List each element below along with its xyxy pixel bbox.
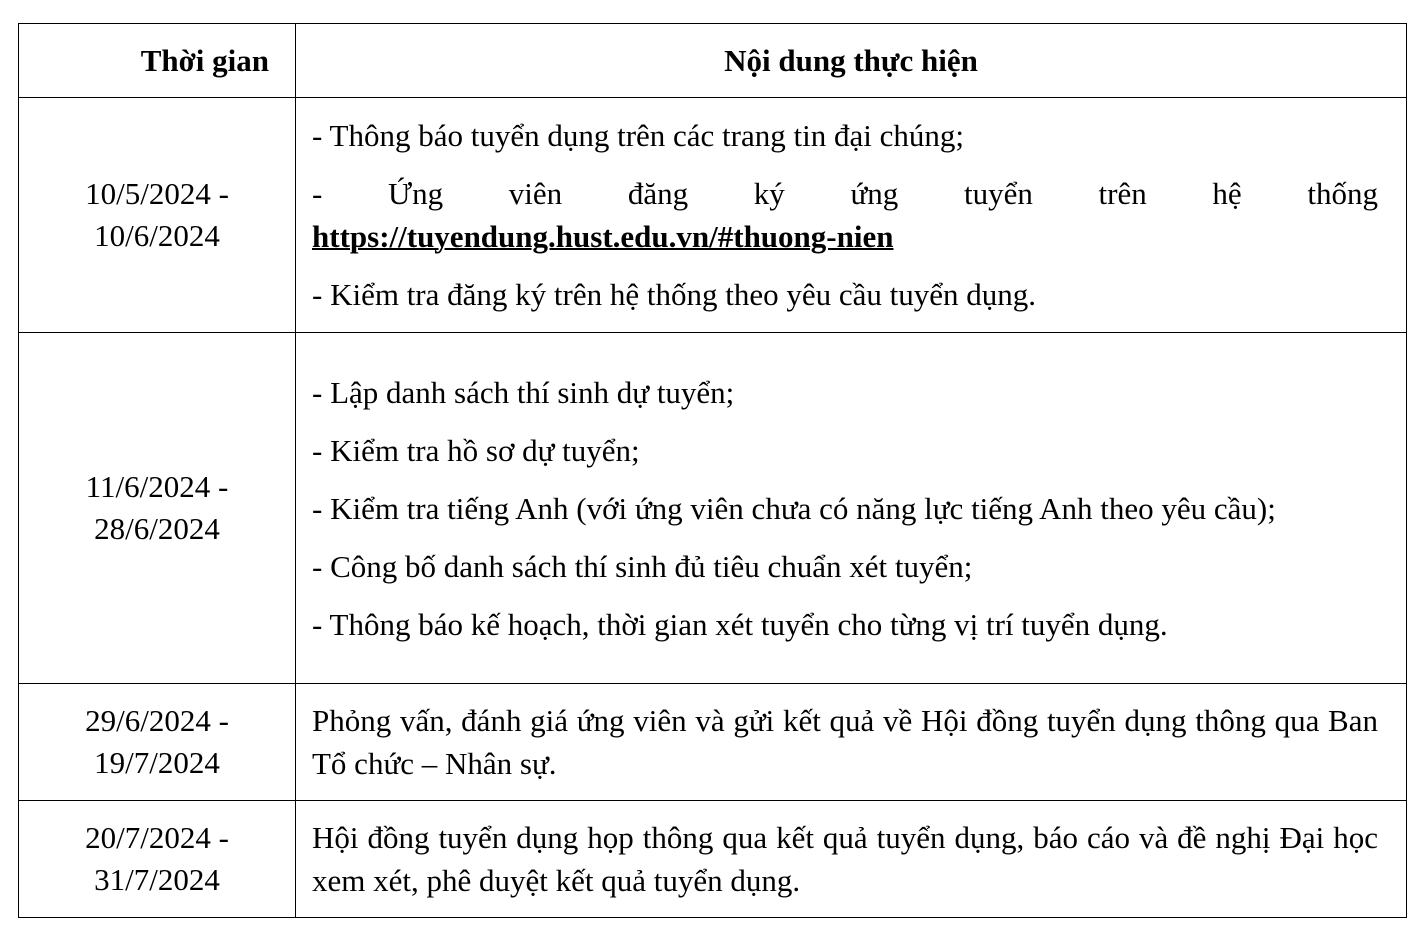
time-end: 19/7/2024 xyxy=(94,745,220,780)
content-line: - Thông báo tuyển dụng trên các trang tin đại chúng; xyxy=(312,118,964,153)
content-line: - Ứng viên đăng ký ứng tuyển trên hệ thống xyxy=(312,176,1378,211)
content-line: - Kiểm tra đăng ký trên hệ thống theo yêu cầu tuyển dụng. xyxy=(312,277,1036,312)
content-cell xyxy=(296,684,1407,801)
time-cell xyxy=(19,801,296,918)
time-start: 10/5/2024 - xyxy=(85,176,229,211)
content-line: - Kiểm tra hồ sơ dự tuyển; xyxy=(312,432,640,468)
schedule-table xyxy=(18,23,1407,918)
recruitment-link[interactable]: https://tuyendung.hust.edu.vn/#thuong-nien xyxy=(312,219,894,254)
time-cell xyxy=(19,98,296,333)
table-row xyxy=(19,333,1407,684)
table-row xyxy=(19,801,1407,918)
header-row xyxy=(19,24,1407,98)
content-text: Phỏng vấn, đánh giá ứng viên và gửi kết quả về Hội đồng tuyển dụng thông qua Ban Tổ chức – Nhân sự. xyxy=(312,703,1378,781)
content-cell xyxy=(296,98,1407,333)
content-line: - Công bố danh sách thí sinh đủ tiêu chuẩn xét tuyển; xyxy=(312,548,973,584)
time-start: 11/6/2024 - xyxy=(85,469,229,504)
time-cell xyxy=(19,684,296,801)
time-start: 20/7/2024 - xyxy=(85,820,229,855)
header-content: Nội dung thực hiện xyxy=(296,24,1407,98)
content-line: - Thông báo kế hoạch, thời gian xét tuyển cho từng vị trí tuyển dụng. xyxy=(312,606,1168,642)
content-text: Hội đồng tuyển dụng họp thông qua kết quả tuyển dụng, báo cáo và đề nghị Đại học xem xét, phê duyệt kết quả tuyển dụng. xyxy=(312,820,1378,898)
content-line: - Lập danh sách thí sinh dự tuyển; xyxy=(312,374,735,410)
table-row xyxy=(19,98,1407,333)
table-row xyxy=(19,684,1407,801)
content-line: - Kiểm tra tiếng Anh (với ứng viên chưa có năng lực tiếng Anh theo yêu cầu); xyxy=(312,490,1276,526)
time-cell xyxy=(19,333,296,684)
time-start: 29/6/2024 - xyxy=(85,703,229,738)
link-line xyxy=(312,215,1378,258)
time-end: 31/7/2024 xyxy=(94,862,220,897)
header-time: Thời gian xyxy=(19,24,296,98)
time-end: 28/6/2024 xyxy=(94,511,220,546)
time-end: 10/6/2024 xyxy=(94,218,220,253)
content-cell xyxy=(296,801,1407,918)
content-cell xyxy=(296,333,1407,684)
